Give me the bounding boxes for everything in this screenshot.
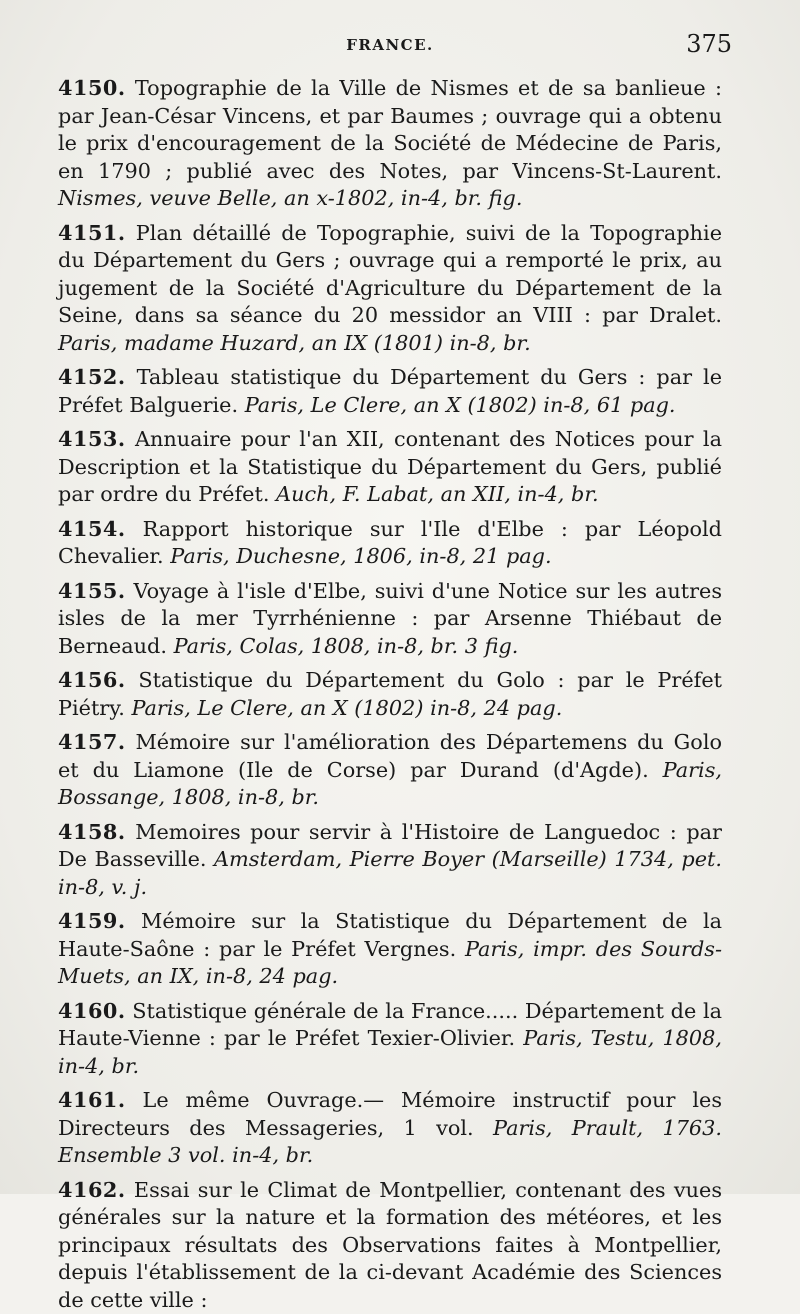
entry-publication: Paris, impr. des Sourds-Muets, an IX, in-8, 24 pag. <box>58 937 722 989</box>
bibliography-entries <box>58 74 722 1314</box>
entry-text: Le même Ouvrage.— Mémoire instructif pour les Directeurs des Messageries, 1 vol. <box>58 1088 722 1140</box>
entry-number: 4162. <box>58 1177 126 1202</box>
entry-text: Voyage à l'isle d'Elbe, suivi d'une Notice sur les autres isles de la mer Tyrrhénienne : par Arsenne Thiébaut de Berneaud. <box>58 579 722 658</box>
bibliography-entry <box>58 907 722 991</box>
bibliography-entry <box>58 818 722 902</box>
page-number: 375 <box>686 30 732 58</box>
bibliography-entry <box>58 1176 722 1314</box>
bibliography-entry <box>58 577 722 661</box>
entry-number: 4161. <box>58 1087 126 1112</box>
entry-number: 4153. <box>58 426 126 451</box>
bibliography-entry <box>58 997 722 1081</box>
entry-publication: Paris, Prault, 1763. Ensemble 3 vol. in-4, br. <box>58 1116 722 1168</box>
entry-number: 4157. <box>58 729 126 754</box>
entry-number: 4152. <box>58 364 126 389</box>
entry-text: Annuaire pour l'an XII, contenant des Notices pour la Description et la Statistique du Département du Gers, publié par ordre du Préfet. <box>58 427 722 506</box>
bibliography-entry <box>58 1086 722 1170</box>
entry-publication: Paris, Le Clere, an X (1802) in-8, 24 pag. <box>131 696 562 720</box>
entry-text: Rapport historique sur l'Ile d'Elbe : par Léopold Chevalier. <box>58 517 722 569</box>
entry-text: Tableau statistique du Département du Gers : par le Préfet Balguerie. <box>58 365 722 417</box>
entry-number: 4159. <box>58 908 126 933</box>
entry-text: Essai sur le Climat de Montpellier, contenant des vues générales sur la nature et la formation des météores, et les principaux résultats des Observations faites à Montpellier, depuis l'établissement de la ci-devant Académie des Sciences de cette ville : <box>58 1178 722 1312</box>
bibliography-entry <box>58 515 722 571</box>
entry-publication: Auch, F. Labat, an XII, in-4, br. <box>276 482 599 506</box>
entry-text: Memoires pour servir à l'Histoire de Languedoc : par De Basseville. <box>58 820 722 872</box>
entry-number: 4154. <box>58 516 126 541</box>
entry-publication: Paris, Colas, 1808, in-8, br. 3 fig. <box>174 634 519 658</box>
bibliography-entry <box>58 666 722 722</box>
bibliography-entry <box>58 728 722 812</box>
entry-number: 4155. <box>58 578 126 603</box>
entry-number: 4156. <box>58 667 126 692</box>
entry-publication: Paris, Bossange, 1808, in-8, br. <box>58 758 722 810</box>
entry-number: 4160. <box>58 998 126 1023</box>
entry-number: 4150. <box>58 75 126 100</box>
entry-publication: Nismes, veuve Belle, an x-1802, in-4, br. fig. <box>58 186 522 210</box>
bibliography-entry <box>58 425 722 509</box>
entry-text: Mémoire sur la Statistique du Département de la Haute-Saône : par le Préfet Vergnes. <box>58 909 722 961</box>
entry-publication: Paris, Le Clere, an X (1802) in-8, 61 pag. <box>245 393 676 417</box>
running-head: FRANCE. <box>58 36 722 54</box>
entry-publication: Paris, madame Huzard, an IX (1801) in-8, br. <box>58 331 531 355</box>
entry-text: Statistique du Département du Golo : par le Préfet Piétry. <box>58 668 722 720</box>
entry-text: Mémoire sur l'amélioration des Départemens du Golo et du Liamone (Ile de Corse) par Durand (d'Agde). <box>58 730 722 782</box>
entry-publication: Amsterdam, Pierre Boyer (Marseille) 1734, pet. in-8, v. j. <box>58 847 722 899</box>
entry-text: Plan détaillé de Topographie, suivi de la Topographie du Département du Gers ; ouvrage qui a remporté le prix, au jugement de la Société d'Agriculture du Département de la Seine, dans sa séance du 20 messidor an VIII : par Dralet. <box>58 221 722 328</box>
bibliography-entry <box>58 74 722 213</box>
bibliography-entry <box>58 363 722 419</box>
entry-text: Topographie de la Ville de Nismes et de sa banlieue : par Jean-César Vincens, et par Baumes ; ouvrage qui a obtenu le prix d'encouragement de la Société de Médecine de Paris, en 1790 ; publié avec des Notes, par Vincens-St-Laurent. <box>58 76 722 183</box>
entry-number: 4158. <box>58 819 126 844</box>
bibliography-entry <box>58 219 722 358</box>
entry-number: 4151. <box>58 220 126 245</box>
entry-publication: Paris, Testu, 1808, in-4, br. <box>58 1026 722 1078</box>
page-header <box>58 30 722 70</box>
entry-text: Statistique générale de la France..... Département de la Haute-Vienne : par le Préfet Texier-Olivier. <box>58 999 722 1051</box>
entry-publication: Paris, Duchesne, 1806, in-8, 21 pag. <box>170 544 551 568</box>
